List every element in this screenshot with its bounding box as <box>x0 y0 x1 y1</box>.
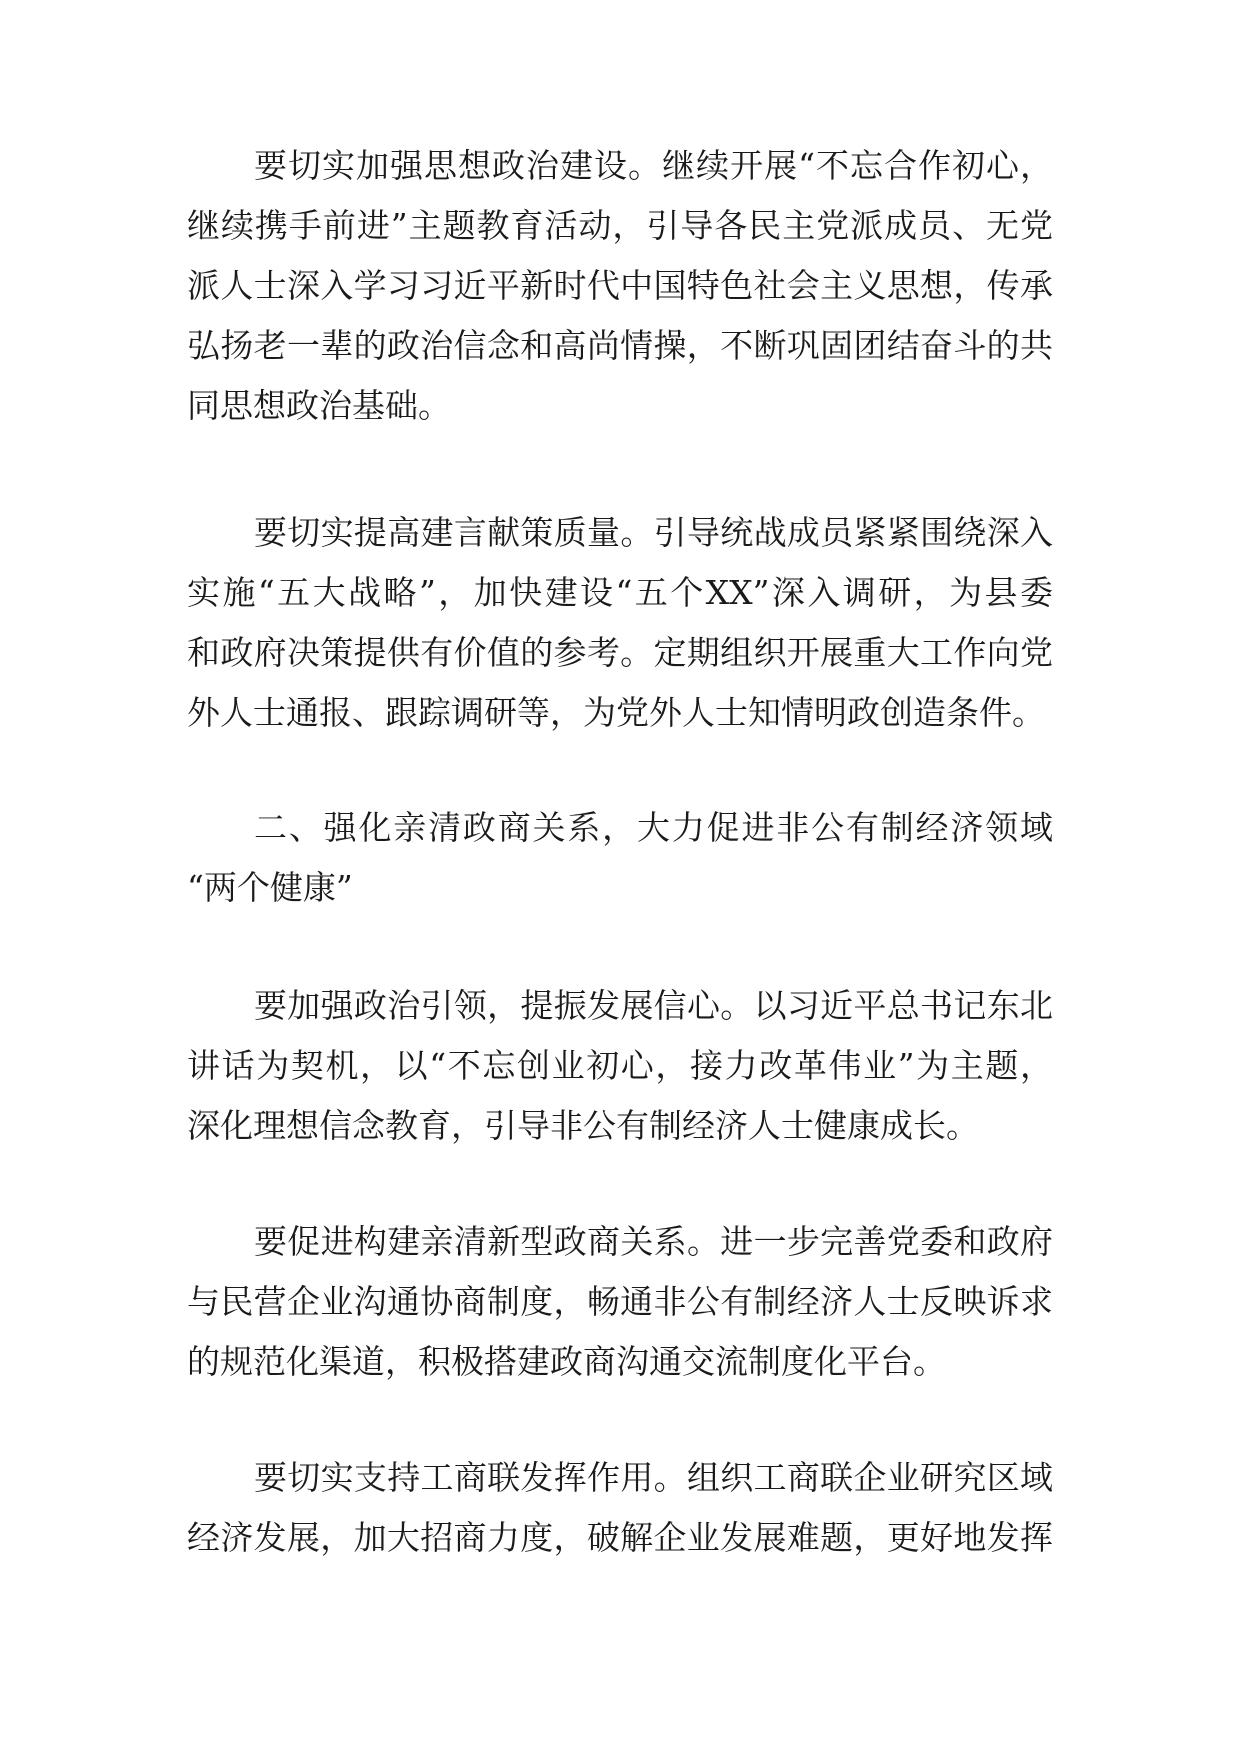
paragraph-ideological-building <box>187 136 1053 436</box>
paragraph-line: 深化理想信念教育，引导非公有制经济人士健康成长。 <box>187 1106 979 1145</box>
paragraph-line: 要切实加强思想政治建设。继续开展“不忘合作初心， <box>254 146 1053 185</box>
paragraph-line: 经济发展，加大招商力度，破解企业发展难题，更好地发挥 <box>187 1518 1053 1557</box>
paragraph-line: 同思想政治基础。 <box>187 386 451 425</box>
paragraph-advice-quality <box>187 503 1053 743</box>
paragraph-line: 继续携手前进”主题教育活动，引导各民主党派成员、无党 <box>187 206 1053 245</box>
paragraph-line: 弘扬老一辈的政治信念和高尚情操，不断巩固团结奋斗的共 <box>187 326 1053 365</box>
paragraph-line: 与民营企业沟通协商制度，畅通非公有制经济人士反映诉求 <box>187 1282 1053 1321</box>
paragraph-line: 实施“五大战略”，加快建设“五个XX”深入调研，为县委 <box>187 573 1053 612</box>
paragraph-line: 要促进构建亲清新型政商关系。进一步完善党委和政府 <box>254 1222 1053 1261</box>
heading-line: “两个健康” <box>187 868 353 907</box>
paragraph-chamber-of-commerce <box>187 1448 1053 1568</box>
paragraph-line: 和政府决策提供有价值的参考。定期组织开展重大工作向党 <box>187 633 1053 672</box>
paragraph-line: 的规范化渠道，积极搭建政商沟通交流制度化平台。 <box>187 1342 946 1381</box>
section-heading-2 <box>187 798 1053 918</box>
paragraph-line: 外人士通报、跟踪调研等，为党外人士知情明政创造条件。 <box>187 693 1045 732</box>
paragraph-line: 要切实提高建言献策质量。引导统战成员紧紧围绕深入 <box>254 513 1053 552</box>
paragraph-line: 要加强政治引领，提振发展信心。以习近平总书记东北 <box>254 986 1053 1025</box>
paragraph-line: 要切实支持工商联发挥作用。组织工商联企业研究区域 <box>254 1458 1053 1497</box>
paragraph-line: 派人士深入学习习近平新时代中国特色社会主义思想，传承 <box>187 266 1053 305</box>
paragraph-line: 讲话为契机，以“不忘创业初心，接力改革伟业”为主题， <box>187 1046 1053 1085</box>
paragraph-political-guidance <box>187 976 1053 1156</box>
paragraph-business-relations <box>187 1212 1053 1392</box>
heading-line: 二、强化亲清政商关系，大力促进非公有制经济领域 <box>254 808 1053 847</box>
